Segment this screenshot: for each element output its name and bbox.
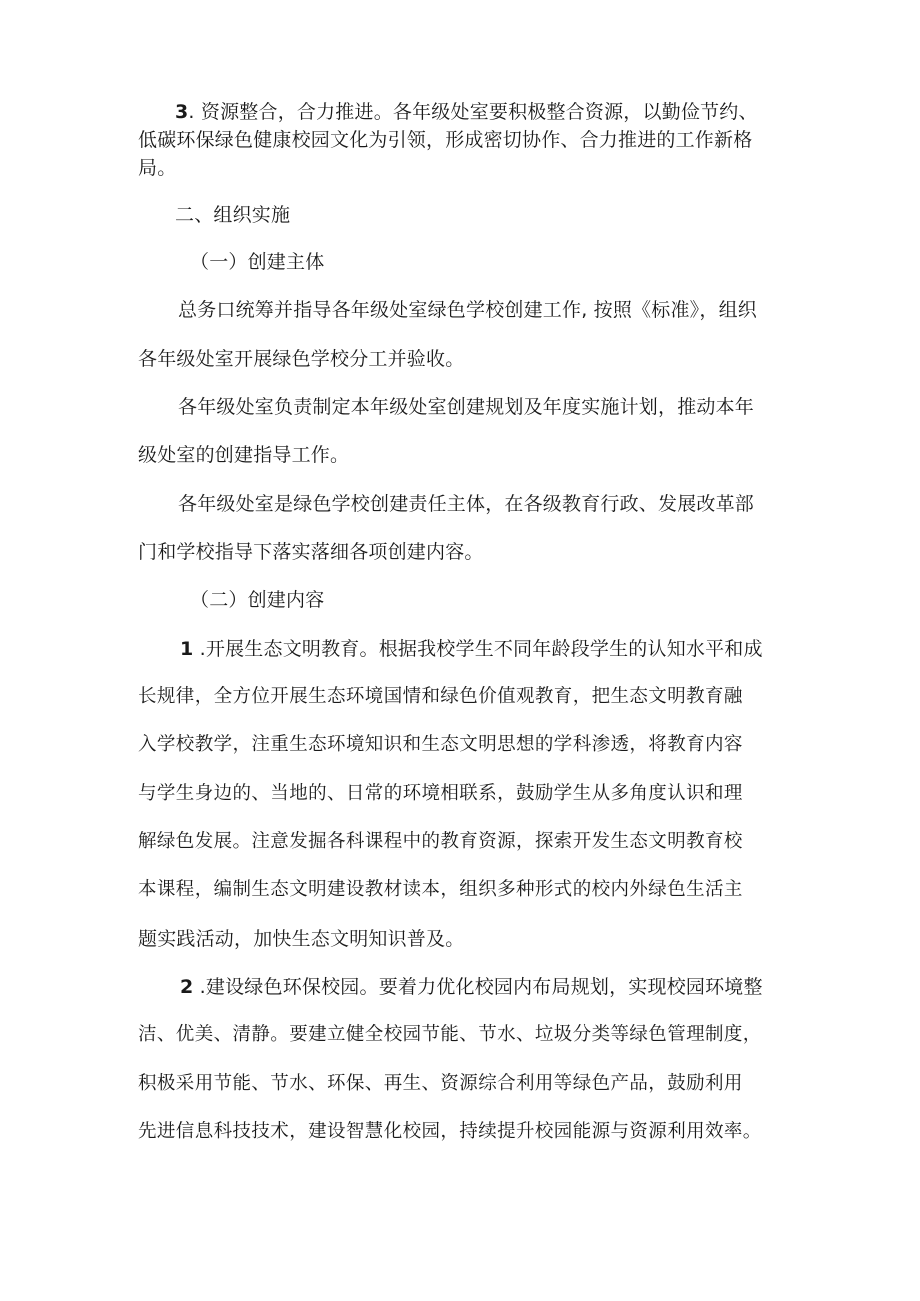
paragraph-text: .建设绿色环保校园。要着力优化校园内布局规划，实现校园环境整 xyxy=(193,976,763,998)
paragraph-6-line-2: 洁、优美、清静。要建立健全校园节能、节水、垃圾分类等绿色管理制度， xyxy=(138,1024,762,1045)
item-number: 1 xyxy=(180,638,194,660)
paragraph-1-line-1 xyxy=(175,100,758,124)
paragraph-6-line-3: 积极采用节能、节水、环保、再生、资源综合利用等绿色产品，鼓励利用 xyxy=(138,1073,743,1094)
subsection-heading-1: （一）创建主体 xyxy=(190,251,325,273)
paragraph-1-line-2: 低碳环保绿色健康校园文化为引领，形成密切协作、合力推进的工作新格 xyxy=(138,129,753,151)
paragraph-text: . 资源整合，合力推进。各年级处室要积极整合资源，以勤俭节约、 xyxy=(188,101,758,123)
paragraph-text: .开展生态文明教育。根据我校学生不同年龄段学生的认知水平和成 xyxy=(193,638,763,660)
paragraph-5-line-3: 入学校教学，注重生态环境知识和生态文明思想的学科渗透，将教育内容 xyxy=(138,734,743,755)
paragraph-4-line-1: 各年级处室是绿色学校创建责任主体，在各级教育行政、发展改革部 xyxy=(178,493,755,515)
subsection-heading-2: （二）创建内容 xyxy=(190,589,325,611)
paragraph-1-line-3: 局。 xyxy=(138,157,177,179)
paragraph-2-line-1: 总务口统筹并指导各年级处室绿色学校创建工作, 按照《标准》，组织 xyxy=(178,299,757,321)
paragraph-5-line-2: 长规律，全方位开展生态环境国情和绿色价值观教育，把生态文明教育融 xyxy=(138,686,743,707)
section-heading: 二、组织实施 xyxy=(175,204,291,226)
item-number: 3 xyxy=(175,101,189,123)
paragraph-3-line-2: 级处室的创建指导工作。 xyxy=(138,444,350,466)
paragraph-5-line-5: 解绿色发展。注意发掘各科课程中的教育资源，探索开发生态文明教育校 xyxy=(138,831,743,852)
paragraph-6-line-4: 先进信息科技技术，建设智慧化校园，持续提升校园能源与资源利用效率。 xyxy=(138,1121,762,1142)
paragraph-4-line-2: 门和学校指导下落实落细各项创建内容。 xyxy=(138,541,484,563)
paragraph-6-line-1 xyxy=(180,975,763,999)
paragraph-5-line-4: 与学生身边的、当地的、日常的环境相联系，鼓励学生从多角度认识和理 xyxy=(138,783,743,804)
item-number: 2 xyxy=(180,976,194,998)
paragraph-5-line-1 xyxy=(180,637,763,661)
paragraph-5-line-6: 本课程，编制生态文明建设教材读本，组织多种形式的校内外绿色生活主 xyxy=(138,879,743,900)
paragraph-3-line-1: 各年级处室负责制定本年级处室创建规划及年度实施计划，推动本年 xyxy=(178,396,755,418)
paragraph-5-line-7: 题实践活动，加快生态文明知识普及。 xyxy=(138,928,465,950)
paragraph-2-line-2: 各年级处室开展绿色学校分工并验收。 xyxy=(138,348,465,370)
